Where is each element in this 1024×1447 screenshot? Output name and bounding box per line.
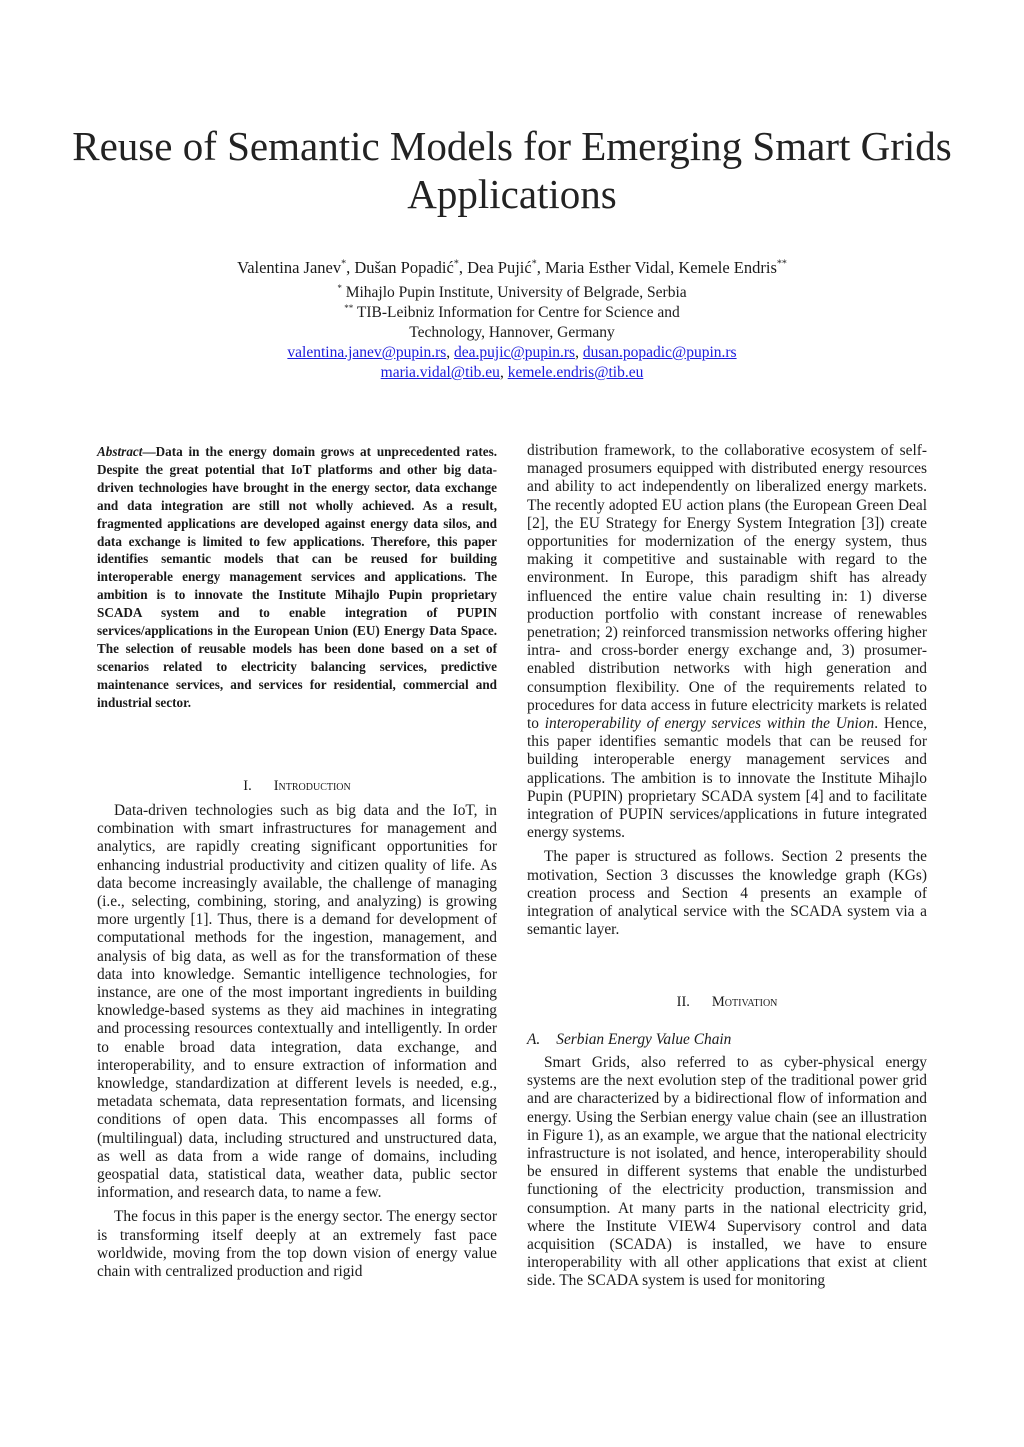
motivation-body (527, 1054, 927, 1291)
section-number: I. (243, 778, 252, 794)
right-column-body (527, 442, 927, 939)
left-column-body (97, 802, 497, 1281)
email-link[interactable]: valentina.janev@pupin.rs (287, 344, 447, 361)
abstract (97, 443, 497, 712)
author-name: Maria Esther Vidal (544, 258, 671, 277)
author-name: Kemele Endris (678, 258, 777, 277)
intro-paragraph-1: Data-driven technologies such as big data and the IoT, in combination with smart infrastructures for management and analytics, are rapidly creating significant opportunities for enhancing industrial productivity and citizen quality of life. As data become increasingly available, the challenge of managing (i.e., selecting, combining, storing, and analyzing) is growing more urgently [1]. Thus, there is a demand for development of computational methods for the ingestion, management, and analysis of big data, as well as for the transformation of these data into knowledge. Semantic intelligence technologies, for instance, are one of the most important ingredients in building knowledge-based systems as they aid machines in integrating and processing resources contextually and intelligently. In order to enable broad data integration, data exchange, and interoperability, and to ensure extraction of information and knowledge, standardization at different levels is needed, e.g., metadata schemata, data representation formats, and licensing conditions of open data. This encompasses all forms of (multilingual) data, including structured and unstructured data, as well as data from a wide range of domains, including geospatial data, statistical data, weather data, public sector information, and research data, to name a few. (97, 802, 497, 1202)
section-heading-introduction (97, 777, 497, 795)
email-link[interactable]: maria.vidal@tib.eu (380, 364, 500, 381)
section-number: II. (676, 994, 690, 1010)
affiliation-3 (60, 323, 964, 343)
motivation-paragraph-1: Smart Grids, also referred to as cyber-physical energy systems are the next evolution step of the traditional power grid and are characterized by a bidirectional flow of information and energy. Using the Serbian energy value chain (see an illustration in Figure 1), as an example, we argue that the national electricity infrastructure is not isolated, and hence, interoperability should be ensured in different systems that enable the undisturbed functioning of the electricity production, transmission and consumption. At many parts in the national electricity grid, where the Institute VIEW4 Supervisory control and data acquisition (SCADA) is installed, we have to ensure interoperability with all other applications that exist at client side. The SCADA system is used for monitoring (527, 1054, 927, 1290)
author-name: Dušan Popadić (354, 258, 454, 277)
abstract-text: Data in the energy domain grows at unprecedented rates. Despite the great potential that IoT platforms and other big data-driven technologies have brought in the energy sector, data exchange and data integration are still not wholly achieved. As a result, fragmented applications are developed against energy data silos, and data exchange is limited to few applications. Therefore, this paper identifies semantic models that can be reused for building interoperable energy management services and applications. The ambition is to innovate the Institute Mihajlo Pupin proprietary SCADA system and to enable integration of PUPIN services/applications in the European Union (EU) Energy Data Space. The selection of reusable models has been done based on a set of scenarios related to electricity balancing services, predictive maintenance services, and services for residential, commercial and industrial sector. (97, 444, 497, 710)
author-separator: , (536, 258, 545, 277)
subsection-title: Serbian Energy Value Chain (556, 1031, 732, 1048)
abstract-label: Abstract (97, 444, 143, 459)
paragraph-text: distribution framework, to the collaborative ecosystem of self-managed prosumers equipped with distributed energy resources and ability to act independently on liberalized energy markets. The recently adopted EU action plans (the European Green Deal [2], the EU Strategy for Energy System Integration [3]) create opportunities for modernization of the energy system, thus making it competitive and sustainable with regard to the environment. In Europe, this paradigm shift has already influenced the entire value chain resulting in: 1) diverse production portfolio with constant increase of renewables penetration; 2) reinforced transmission networks offering higher intra- and cross-border energy exchange and, 3) prosumer-enabled distribution networks with high generation and consumption flexibility. One of the requirements related to procedures for data access in future electricity markets is related to (527, 442, 927, 733)
paragraph-text: . Hence, this paper identifies semantic models that can be reused for building interoperable energy management services and applications. The ambition is to innovate the Institute Mihajlo Pupin (PUPIN) proprietary SCADA system [4] and to facilitate integration of PUPIN services/applications in future integrated energy systems. (527, 715, 927, 842)
email-link[interactable]: kemele.endris@tib.eu (507, 364, 644, 381)
author-mark: ** (776, 258, 787, 270)
author-mark: * (531, 258, 537, 270)
email-link[interactable]: dea.pujic@pupin.rs (454, 344, 576, 361)
intro-paragraph-4: The paper is structured as follows. Section 2 presents the motivation, Section 3 discusses the knowledge graph (KGs) creation process and Section 4 presents an example of integration of analytical service with the SCADA system via a semantic layer. (527, 848, 927, 939)
affiliation-text: TIB-Leibniz Information for Centre for Science and (356, 304, 680, 321)
affiliation-text: Technology, Hannover, Germany (409, 324, 615, 341)
author-separator: , (346, 258, 355, 277)
affiliation-1 (60, 283, 964, 303)
email-link[interactable]: dusan.popadic@pupin.rs (582, 344, 737, 361)
affiliation-mark: * (337, 282, 342, 293)
intro-paragraph-2: The focus in this paper is the energy sector. The energy sector is transforming itself deeply at an extremely fast pace worldwide, moving from the top down vision of energy value chain with centralized production and rigid (97, 1208, 497, 1281)
author-name: Valentina Janev (237, 258, 342, 277)
email-line-2: maria.vidal@tib.eu, kemele.endris@tib.eu (380, 364, 644, 381)
author-mark: * (341, 258, 347, 270)
author-list (60, 257, 964, 279)
subsection-heading (527, 1031, 927, 1049)
intro-paragraph-3 (527, 442, 927, 842)
email-line-1: valentina.janev@pupin.rs, dea.pujic@pupin.rs, dusan.popadic@pupin.rs (287, 344, 737, 361)
subsection-label: A. (527, 1031, 541, 1048)
section-title: Introduction (273, 778, 351, 794)
abstract-dash: — (142, 444, 156, 459)
author-separator: , (458, 258, 468, 277)
affiliation-2 (60, 303, 964, 323)
section-heading-motivation (527, 993, 927, 1011)
section-title: Motivation (711, 994, 778, 1010)
affiliation-text: Mihajlo Pupin Institute, University of Belgrade, Serbia (345, 284, 687, 301)
author-mark: * (453, 258, 459, 270)
emphasis-text: interoperability of energy services within the Union (544, 715, 875, 733)
affiliation-mark: ** (344, 302, 354, 313)
author-separator: , (670, 258, 679, 277)
author-name: Dea Pujić (467, 258, 532, 277)
paper-title: Reuse of Semantic Models for Emerging Smart Grids Applications (72, 123, 952, 217)
